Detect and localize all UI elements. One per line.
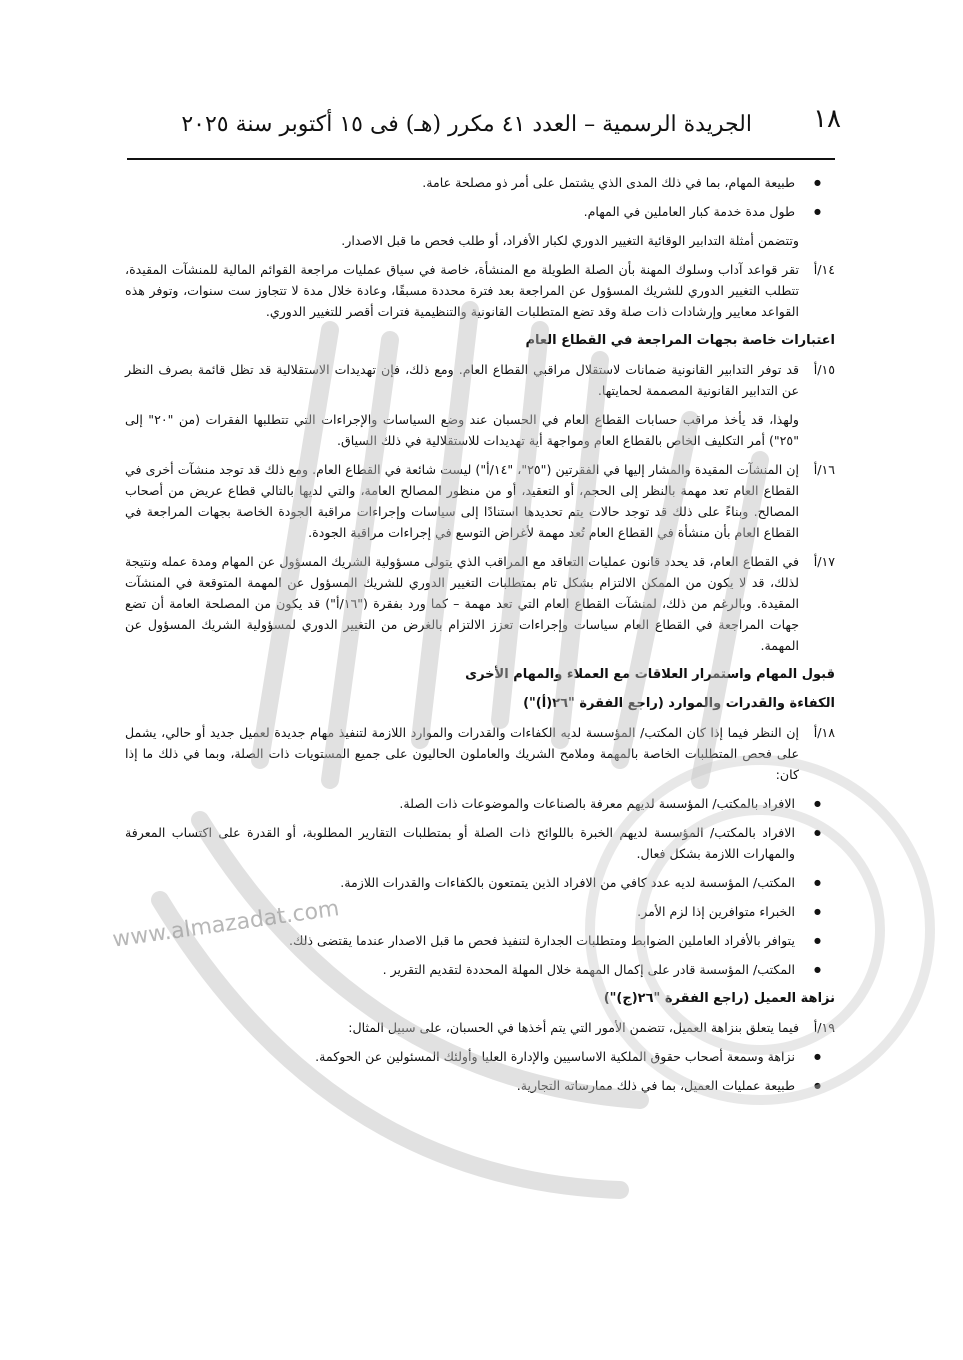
paragraph-a18 [125, 722, 835, 785]
paragraph-a14 [125, 259, 835, 322]
paragraph-text: إن النظر فيما إذا كان المكتب/ المؤسسة لديه الكفاءات والقدرات والموارد اللازمة لتنفيذ مهام جديدة لعميل جديد أو حالي، يشمل على فحص المتطلبات الخاصة بالمهمة وملامح الشريك والعاملون الحاليون على جميع المستويات ذات الصلة، وبما في ذلك ما إذا كان: [125, 725, 799, 782]
list-item: ● طول مدة خدمة كبار العاملين في المهام. [125, 201, 835, 222]
gazette-header-title: الجريدة الرسمية – العدد ٤١ مكرر (هـ) فى ١٥ أكتوبر سنة ٢٠٢٥ [181, 112, 752, 137]
paragraph-a16 [125, 459, 835, 543]
document-body [125, 172, 835, 1104]
section-heading-competence: الكفاءة والقدرات والموارد (راجع الفقرة "٢٦(أ)") [523, 696, 835, 711]
list-item: ● الافراد بالمكتب/ المؤسسة لديهم معرفة بالصناعات والموضوعات ذات الصلة. [125, 793, 835, 814]
paragraph-number: ١٤/أ [813, 262, 835, 277]
paragraph-number: ١٥/أ [813, 362, 835, 377]
paragraph-number: ١٨/أ [813, 725, 835, 740]
bullet-list-competence [125, 793, 835, 980]
paragraph-text: إن المنشآت المقيدة والمشار إليها في الفقرتين ("٢٥"، "١٤/أ") ليست شائعة في القطاع العام. ومع ذلك قد توجد منشآت أخرى في القطاع العام تعد مهمة بالنظر إلى الحجم، أو التعقيد، أو من منظور المصالح العامة، والتي لديها بالتالي قطاع عريض من أصحاب المصالح. وبناءً على ذلك قد توجد حالات يتم تحديدها استنادًا إلى سياسات وإجراءات مراقبة الجودة الخاصة بجهات المراجعة في القطاع العام بأن منشأة في القطاع العام تُعد مهمة لأغراض التوسع في إجراءات مراقبة الجودة. [125, 462, 800, 540]
paragraph-text: تقر قواعد آداب وسلوك المهنة بأن الصلة الطويلة مع المنشأة، خاصة في سياق عمليات مراجعة القوائم المالية للمنشآت المقيدة، تتطلب التغيير الدوري للشريك المسؤول عن المراجعة بعد فترة محددة مسبقًا، وعادة خلال مدة لا تتجاوز ست سنوات، وتوفر هذه القواعد معايير وإرشادات ذات صلة وقد تضع المتطلبات القانونية والتنظيمية فترات أقصر للتغيير الدوري. [125, 262, 799, 319]
paragraph-text: قد توفر التدابير القانونية ضمانات لاستقلال مراقبي القطاع العام. ومع ذلك، فإن تهديدات الاستقلالية قد تظل قائمة بصرف النظر عن التدابير القانونية المصممة لحمايتها. [125, 362, 799, 398]
list-item: ● يتوافر بالأفراد العاملين الضوابط ومتطلبات الجدارة لتنفيذ فحص ما قبل الاصدار عندما يقتضى ذلك. [125, 930, 835, 951]
watermark-url: www.almazadat.com [111, 896, 341, 953]
paragraph-a15-continued: ولهذا، قد يأخذ مراقب حسابات القطاع العام في الحسبان عند وضع السياسات والإجراءات التي تتطلبها الفقرات (من "٢٠" إلى "٢٥") أمر التكليف الخاص بالقطاع العام ومواجهة أية تهديدات للاستقلالية في ذلك السياق. [125, 412, 799, 448]
section-heading-acceptance: قبول المهام واستمرار العلاقات مع العملاء والمهام الأخرى [465, 667, 835, 682]
list-item: ● المكتب/ المؤسسة لديه عدد كافي من الافراد الذين يتمتعون بالكفاءات والقدرات اللازمة. [125, 872, 835, 893]
paragraph-number: ١٩/أ [813, 1020, 835, 1035]
list-item: ● الافراد بالمكتب/ المؤسسة لديهم الخبرة باللوائح ذات الصلة أو بمتطلبات التقارير المطلوبة، أو القدرة على اكتساب المعرفة والمهارات اللازمة بشكل فعال. [125, 822, 835, 864]
paragraph-number: ١٦/أ [813, 462, 835, 477]
paragraph-text: فيما يتعلق بنزاهة العميل، تتضمن الأمور التي يتم أخذها في الحسبان، على سبيل المثال: [348, 1020, 799, 1035]
section-heading-public-sector: اعتبارات خاصة بجهات المراجعة في القطاع العام [525, 333, 835, 348]
header-rule [127, 158, 835, 160]
list-item: ● نزاهة وسمعة أصحاب حقوق الملكية الاساسيين والإدارة العليا وأولئك المسئولين عن الحوكمة. [125, 1046, 835, 1067]
bullet-list-top [125, 172, 835, 222]
paragraph-a15 [125, 359, 835, 401]
section-heading-client-integrity: نزاهة العميل (راجع الفقرة "٢٦(ج)") [603, 991, 835, 1006]
list-item: ● الخبراء متوافرين إذا لزم الأمر. [125, 901, 835, 922]
bullet-list-integrity [125, 1046, 835, 1096]
list-item: ● المكتب/ المؤسسة قادر على إكمال المهمة خلال المهلة المحددة لتقديم التقرير . [125, 959, 835, 980]
paragraph-a17 [125, 551, 835, 656]
paragraph-a19 [125, 1017, 835, 1038]
page-number: ١٨ [813, 104, 841, 134]
list-item: ● طبيعة عمليات العميل، بما في ذلك ممارساته التجارية. [125, 1075, 835, 1096]
paragraph-number: ١٧/أ [813, 554, 835, 569]
paragraph-text: في القطاع العام، قد يحدد قانون عمليات التعاقد مع المراقب الذي يتولى مسؤولية الشريك المسؤول عن المهام ومدة عمله ونتيجة لذلك، قد لا يكون من الممكن الالتزام بشكل تام بمتطلبات التغيير الدوري للشريك المسؤول عن المهمة المتوقعة في المنشآت المقيدة. وبالرغم من ذلك، لمنشآت القطاع العام التي تعد مهمة – كما ورد بفقرة ("١٦/أ") قد يكون من المصلحة العامة أن تضع جهات المراجعة في القطاع العام سياسات وإجراءات تعزز الالتزام بالغرض من التغيير الدوري لمسؤولية الشريك المسؤول عن المهمة. [125, 554, 799, 653]
list-item: ● طبيعة المهام، بما في ذلك المدى الذي يشتمل على أمر ذو مصلحة عامة. [125, 172, 835, 193]
preventive-measures-note: وتتضمن أمثلة التدابير الوقائية التغيير الدوري لكبار الأفراد، أو طلب فحص ما قبل الاصدار. [341, 233, 799, 248]
